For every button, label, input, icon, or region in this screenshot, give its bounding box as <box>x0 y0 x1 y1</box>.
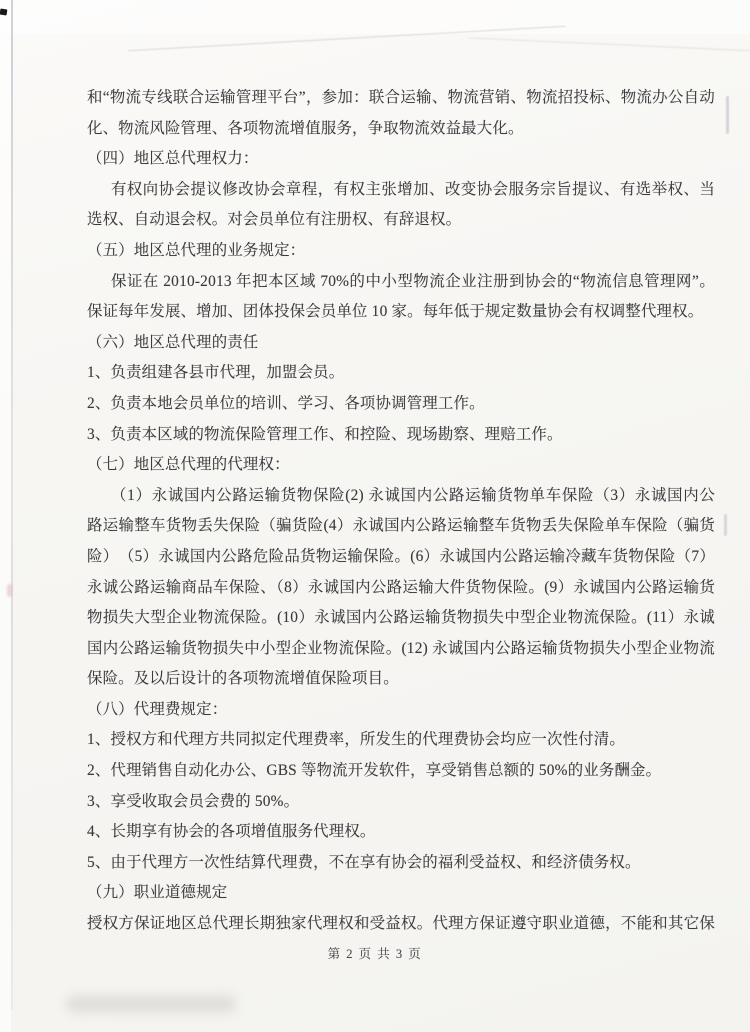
text-line: 和“物流专线联合运输管理平台”，参加：联合运输、物流营销、物流招投标、物流办公自动 <box>87 89 715 106</box>
list-item: 3、负责本区域的物流保险管理工作、和控险、现场勘察、理赔工作。 <box>87 425 563 443</box>
list-item: 5、由于代理方一次性结算代理费，不在享有协会的福利受益权、和经济债务权。 <box>87 853 641 871</box>
text-line: 路运输整车货物丢失保险（骗货险(4）永诚国内公路运输整车货物丢失保险单车保险（骗货 <box>87 517 715 535</box>
list-item: 1、负责组建各县市代理，加盟会员。 <box>87 364 345 382</box>
ink-smudge <box>726 96 729 134</box>
list-item: 2、代理销售自动化办公、GBS 等物流开发软件，享受销售总额的 50%的业务酬金。 <box>87 762 662 780</box>
ink-smudge <box>7 584 12 597</box>
section-heading: （七）地区总代理的代理权： <box>87 456 290 474</box>
scan-shadow <box>66 995 236 1013</box>
text-line: 保证在 2010-2013 年把本区域 70%的中小型物流企业注册到协会的“物流信息管理网”。 <box>111 272 715 290</box>
list-item: 4、长期享有协会的各项增值服务代理权。 <box>87 823 376 841</box>
text-line: 国内公路运输货物损失中小型企业物流保险。(12) 永诚国内公路运输货物损失小型企业物流 <box>87 639 715 657</box>
text-line: 保证每年发展、增加、团体投保会员单位 10 家。每年低于规定数量协会有权调整代理权。 <box>87 303 704 321</box>
corner-ink-mark <box>0 9 7 16</box>
text-line: 保险。及以后设计的各项物流增值保险项目。 <box>87 670 399 688</box>
document-body <box>87 83 715 940</box>
section-heading: （九）职业道德规定 <box>87 884 228 902</box>
text-line: 选权、自动退会权。对会员单位有注册权、有辞退权。 <box>87 211 462 229</box>
scan-edge-strip <box>0 0 11 1032</box>
text-line: 险） （5）永诚国内公路危险品货物运输保险。(6）永诚国内公路运输冷藏车货物保险（7） <box>87 547 715 565</box>
section-heading: （六）地区总代理的责任 <box>87 333 259 351</box>
scan-crease <box>468 37 750 51</box>
text-line: （1）永诚国内公路运输货物保险(2) 永诚国内公路运输货物单车保险（3）永诚国内公 <box>111 486 715 504</box>
text-line: 永诚公路运输商品车保险、（8）永诚国内公路运输大件货物保险。(9）永诚国内公路运输货 <box>87 578 715 596</box>
scan-light-band <box>0 0 750 34</box>
text-line: 有权向协会提议修改协会章程，有权主张增加、改变协会服务宗旨提议、有选举权、当 <box>111 180 715 198</box>
list-item: 3、享受收取会员会费的 50%。 <box>87 792 300 810</box>
section-heading: （五）地区总代理的业务规定： <box>87 241 306 259</box>
text-line: 化、物流风险管理、各项物流增值服务，争取物流效益最大化。 <box>87 119 524 137</box>
list-item: 2、负责本地会员单位的培训、学习、各项协调管理工作。 <box>87 394 485 412</box>
page-number: 第 2 页 共 3 页 <box>327 947 423 961</box>
list-item: 1、授权方和代理方共同拟定代理费率，所发生的代理费协会均应一次性付清。 <box>87 731 625 749</box>
section-heading: （四）地区总代理权力： <box>87 150 259 168</box>
ink-smudge <box>724 514 727 536</box>
text-line: 授权方保证地区总代理长期独家代理权和受益权。代理方保证遵守职业道德，不能和其它保 <box>87 915 715 933</box>
section-heading: （八）代理费规定： <box>87 700 228 718</box>
text-line: 物损失大型企业物流保险。(10）永诚国内公路运输货物损失中型企业物流保险。(11）永诚 <box>87 609 715 627</box>
scan-edge-line <box>11 0 13 1010</box>
